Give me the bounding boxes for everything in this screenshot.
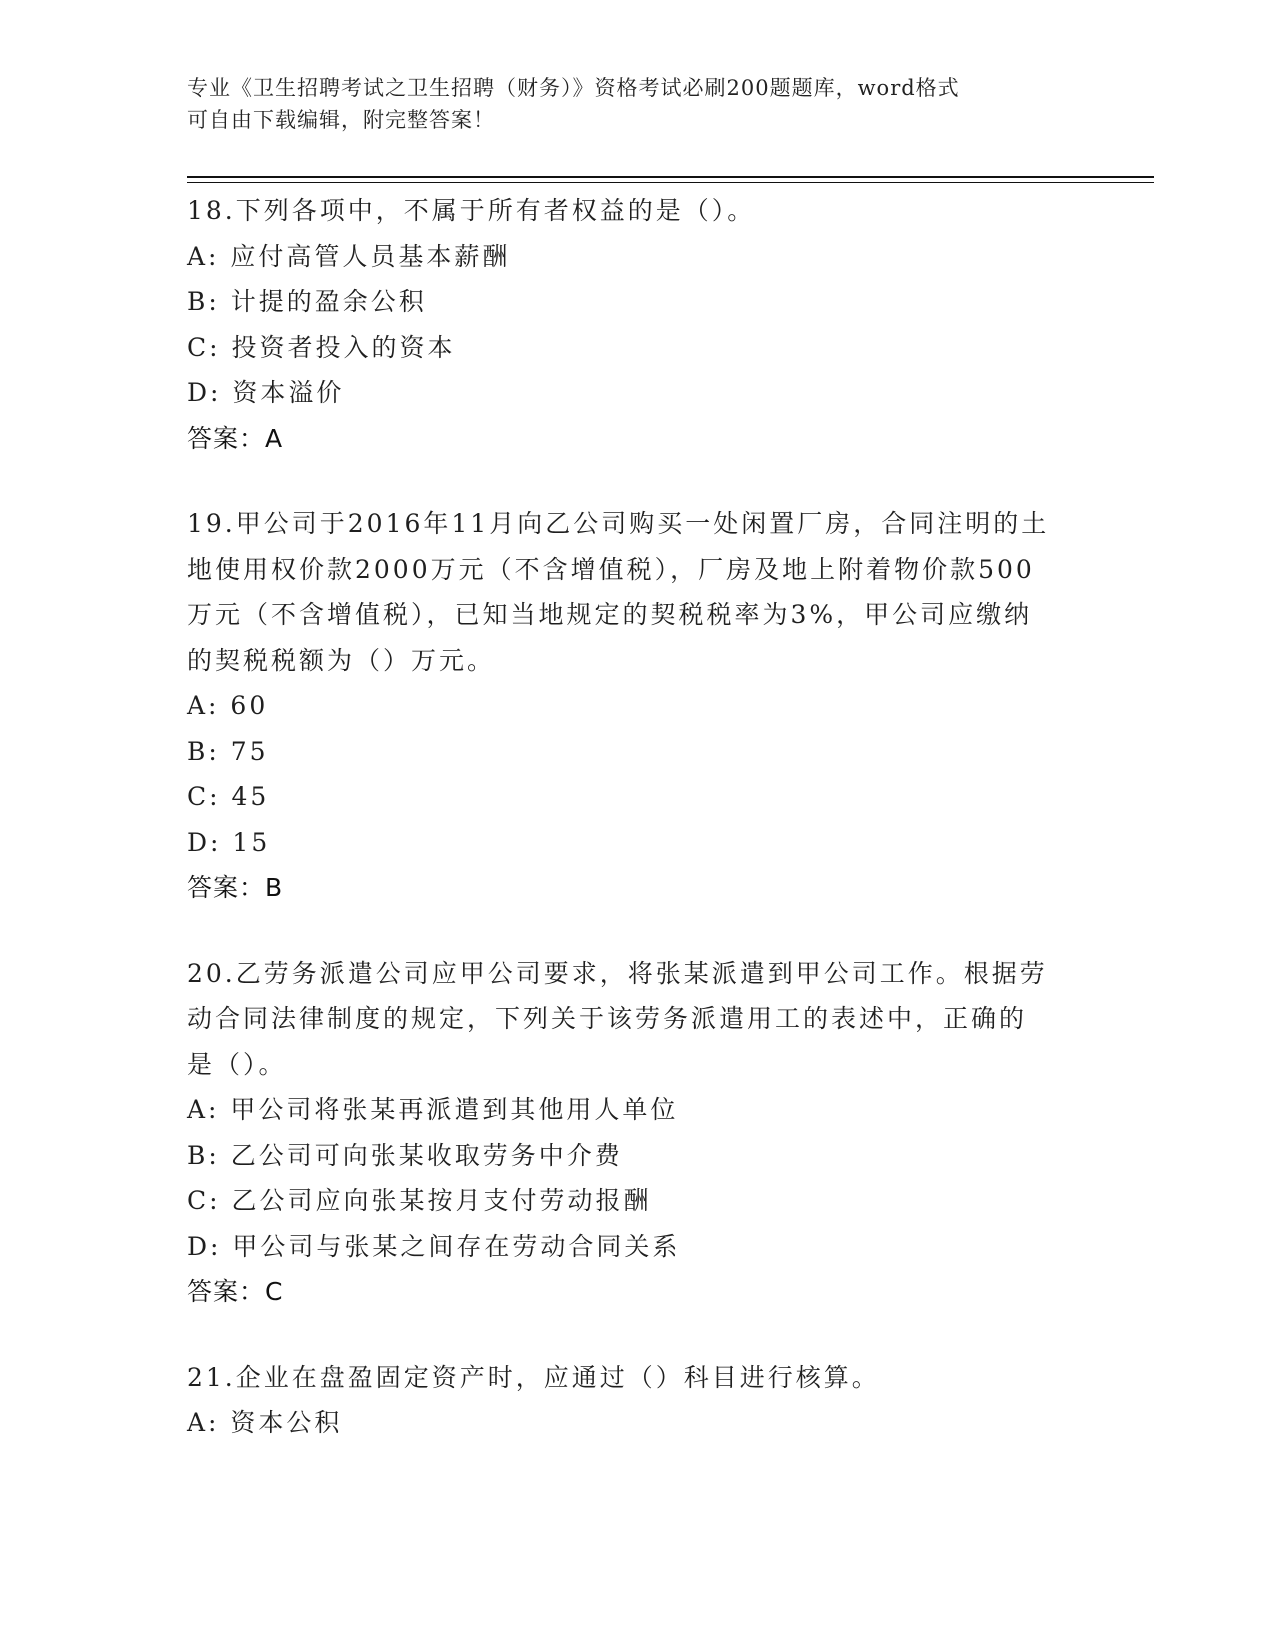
- option-a: A: 资本公积: [187, 1408, 343, 1437]
- option-d: D: 资本溢价: [187, 378, 345, 407]
- question-18: [187, 188, 1087, 461]
- header-line-2: 可自由下载编辑，附完整答案！: [187, 108, 495, 132]
- option-a: A: 应付高管人员基本薪酬: [187, 241, 511, 271]
- answer-label: 答案：A: [187, 423, 284, 453]
- question-stem: 21.企业在盘盈固定资产时，应通过（）科目进行核算。: [187, 1362, 880, 1392]
- question-19: [187, 501, 1087, 911]
- question-list: [187, 188, 1087, 1486]
- question-stem: 是（）。: [187, 1049, 287, 1079]
- option-b: B: 75: [187, 736, 269, 766]
- option-b: B: 计提的盈余公积: [187, 287, 427, 316]
- header-divider-thick: [187, 176, 1154, 178]
- option-a: A: 甲公司将张某再派遣到其他用人单位: [187, 1095, 679, 1124]
- option-c: C: 45: [187, 782, 270, 811]
- question-stem: 地使用权价款2000万元（不含增值税），厂房及地上附着物价款500: [187, 554, 1035, 584]
- option-b: B: 乙公司可向张某收取劳务中介费: [187, 1140, 623, 1170]
- question-21: [187, 1355, 1087, 1446]
- option-d: D: 15: [187, 827, 271, 857]
- option-c: C: 投资者投入的资本: [187, 332, 456, 362]
- question-stem: 动合同法律制度的规定，下列关于该劳务派遣用工的表述中，正确的: [187, 1004, 1028, 1033]
- question-stem: 20.乙劳务派遣公司应甲公司要求，将张某派遣到甲公司工作。根据劳: [187, 958, 1048, 988]
- answer-label: 答案：B: [187, 873, 284, 902]
- answer-label: 答案：C: [187, 1277, 284, 1306]
- header-divider-thin: [187, 182, 1154, 183]
- option-c: C: 乙公司应向张某按月支付劳动报酬: [187, 1186, 652, 1215]
- option-a: A: 60: [187, 691, 269, 720]
- question-stem: 万元（不含增值税），已知当地规定的契税税率为3%，甲公司应缴纳: [187, 600, 1033, 629]
- option-d: D: 甲公司与张某之间存在劳动合同关系: [187, 1231, 681, 1261]
- document-header: [187, 72, 1087, 136]
- header-line-1: 专业《卫生招聘考试之卫生招聘（财务）》资格考试必刷200题题库，word格式: [187, 76, 960, 100]
- question-20: [187, 951, 1087, 1315]
- question-stem: 18.下列各项中，不属于所有者权益的是（）。: [187, 196, 756, 225]
- question-stem: 19.甲公司于2016年11月向乙公司购买一处闲置厂房，合同注明的土: [187, 509, 1050, 538]
- question-stem: 的契税税额为（）万元。: [187, 645, 496, 675]
